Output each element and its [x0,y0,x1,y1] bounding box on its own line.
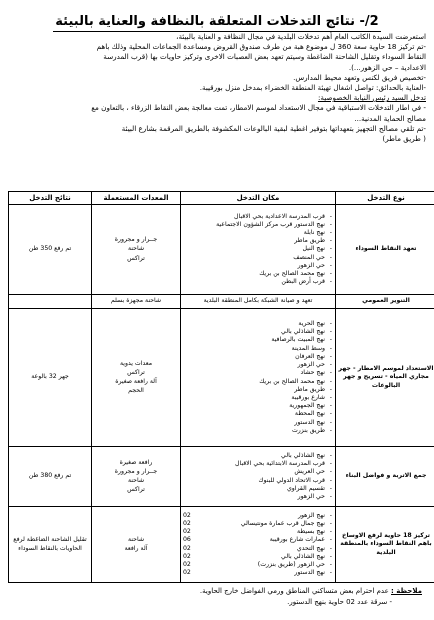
table-row [9,205,434,295]
place-item: - وسط المدينة [183,345,333,353]
cell-equipment [92,205,181,295]
place-item: - شارع بورقيبة [183,394,333,402]
intro-line: -تخصيص فريق لكنس وتعهد محيط المدارس. [293,72,426,82]
footer-text: عدم احترام بعض متساكني المناطق ورمي الفواضل خارج الحاوية. [199,587,389,595]
table-row [9,507,434,583]
cell-type: جمع الاتربة و فواضل البناء [336,447,434,507]
intro-line: -تم تركيز 18 حاوية سعة 360 ل موضوع هبة من طرف صندوق القروض ومساعدة الجماعات المحلية وذلك باهم [96,42,426,52]
page-title: 2/- نتائج التدخلات المتعلقة بالنظافة والعناية بالبيئة [53,14,380,32]
intro-line: الاعدادية – حي الزهور...). [348,62,426,72]
cell-type: تركيز 18 حاوية لرفع الاوساخ باهم النقاط السوداء بالمنطقة البلدية [336,507,434,583]
place-item: - نهج الدستور [183,419,333,427]
footer-line [12,586,422,597]
cell-equipment [92,447,181,507]
cell-type: تعهد النقاط السوداء [336,205,434,295]
intro-line: - في اطار التدخلات الاستباقية في مجال الاستعداد لموسم الامطار، تمت معالجة بعض النقاط الزرقاء ، بالتعاون مع [91,103,426,113]
place-item: - قرب أرض البطن [183,278,333,286]
equipment-item: تراكس [127,486,145,494]
intro-text [8,32,426,144]
equipment-item: تراكس [127,368,145,376]
equipment-item: شاحنة [127,477,145,484]
equipment-item: رافعة صغيرة [119,458,153,466]
footer-note [12,586,422,608]
intro-line: تدخل السيد رئيس النيابة الخصوصية: [317,93,426,103]
equipment-item: معدات يدوية [119,359,153,367]
place-item: - نهج نابلة [183,229,333,237]
cell-places: تعهد و صيانة الشبكة بكامل المنطقة البلدية [181,295,336,309]
count-item: 02 [183,552,191,560]
equipment-item: شاحنة مجهزة بسلم [110,297,162,305]
place-item: - طريق بنزرت [183,427,333,435]
title-wrap [8,10,426,30]
place-item: - طريق ماطر [183,386,333,394]
table-row [9,309,434,447]
place-item: - نهج العرفان [183,353,333,361]
cell-type: الاستعداد لموسم الامطار - جهر مجاري المياه - تسريح و جهر البالوعات [336,309,434,447]
intro-line: مصالح الحماية المدنية... [354,113,426,123]
place-item: - نهج الشاذلي بالي [183,452,333,460]
place-item: - نهج التحدي [201,545,333,553]
place-item: - نهج حشاد [183,369,333,377]
footer-label: ملاحظة : [391,587,422,595]
cell-result: تم رفع 380 طن [9,447,92,507]
place-item: - نهج محمد الصالح بن بريك [183,270,333,278]
place-item: - قرب المدرسة الاعدادية بحي الاقبال [183,213,333,221]
place-item: - نهج جمال قرب عمارة مونتيسالي [201,520,333,528]
count-item: 02 [183,519,191,527]
cell-result: تم رفع 350 طن [9,205,92,295]
place-item: - نهج المحطة [183,410,333,418]
place-item: - نهج الشاذلي بالي [183,328,333,336]
place-item: - نهج الدستور قرب مركز الشؤون الاجتماعية [183,221,333,229]
equipment-item: جــرار و مجرورة [114,236,158,244]
cell-type: التنوير العمومي [336,295,434,309]
count-item: 02 [183,569,191,577]
interventions-table [8,191,434,583]
place-item: - طريق ماطر [183,237,333,245]
cell-equipment [92,295,181,309]
place-item: - نهج الزهور [201,512,333,520]
place-item: - حي المنصف [183,254,333,262]
cell-result: تقليل الشاحنة الضاغطة لرفع الحاويات بالنقاط السوداء [9,507,92,583]
count-item: 06 [183,536,191,544]
place-item: - نهج الجمهورية [183,402,333,410]
cell-result [9,295,92,309]
place-item: - نهج الدستور [201,569,333,577]
place-item: - نهج بسيطة [201,528,333,536]
equipment-item: تراكس [127,254,145,262]
counts-column [183,512,201,578]
place-item: - نهج محمد الصالح بن بريك [183,378,333,386]
place-item: - حي العريش [183,468,333,476]
intro-line: استعرضت السيدة الكاتب العام أهم تدخلات البلدية في مجال النظافة و العناية بالبيئة، [176,32,426,41]
cell-places [181,507,336,583]
equipment-item: آلة رافعة صغيرة [115,378,157,385]
header-equipment: المعدات المستعملة [92,192,181,205]
intro-line: النقاط السوداء وتقليل الشاحنة الضاغطة وسيتم تعهد بعض العصبات الاخرى وتركيز حاويات بها (قرب المدرسة [103,52,426,62]
place-item: - قرب المدرسة الابتدائية بحي الاقبال [183,460,333,468]
header-result: نتائج التدخل [9,192,92,205]
header-place: مكان التدخل [181,192,336,205]
table-row [9,295,434,309]
footer-line: - سرقة عدد 02 حاوية بنهج الدستور. [287,598,392,606]
place-item: - حي الزهور [183,493,333,501]
cell-places [181,447,336,507]
intro-line: -العناية بالحدائق: تواصل اشغال تهيئة المنطقة الخضراء بمدخل منزل بورقيبة. [199,83,426,93]
place-item: - قرب الاتحاد الدولي للبنوك [183,477,333,485]
cell-places [181,309,336,447]
cell-result: جهر 32 بالوعة [9,309,92,447]
table-row [9,447,434,507]
place-item: - عمارات شارع بورقيبة [201,536,333,544]
count-item: 02 [183,511,191,519]
cell-places [181,205,336,295]
header-type: نوع التدخل [336,192,434,205]
place-item: - نهج الشاذلي بالي [201,553,333,561]
table-header-row [9,192,434,205]
equipment-item: الحجم [128,387,144,395]
cell-equipment [92,309,181,447]
equipment-item: شاحنة [127,245,145,253]
equipment-item: جــرار و مجرورة [114,467,158,475]
intro-line: ( طريق ماطر) [382,134,426,144]
count-item: 02 [183,560,191,568]
place-item: - نهج المبيت بالرصافية [183,336,333,344]
equipment-item: آلة رافعة [124,545,148,552]
place-item: - حي الزهور [183,361,333,369]
intro-line: -تم تلقي مصالح التجهيز بتعهداتها بتوفير اغطية لبقية البالوعات المكشوفة بالطريق المرقمة بشارع البيئة [121,123,426,133]
cell-equipment [92,507,181,583]
place-item: - حي الزهور [183,262,333,270]
count-item: 02 [183,544,191,552]
place-item: - حي الزهور (طريق بنزرت) [201,561,333,569]
place-item: - تقسيم القراوي [183,485,333,493]
place-item: - نهج الحرية [183,320,333,328]
equipment-item: شاحنة [127,535,145,543]
place-item: - نهج النيل [183,245,333,253]
count-item: 02 [183,528,191,536]
